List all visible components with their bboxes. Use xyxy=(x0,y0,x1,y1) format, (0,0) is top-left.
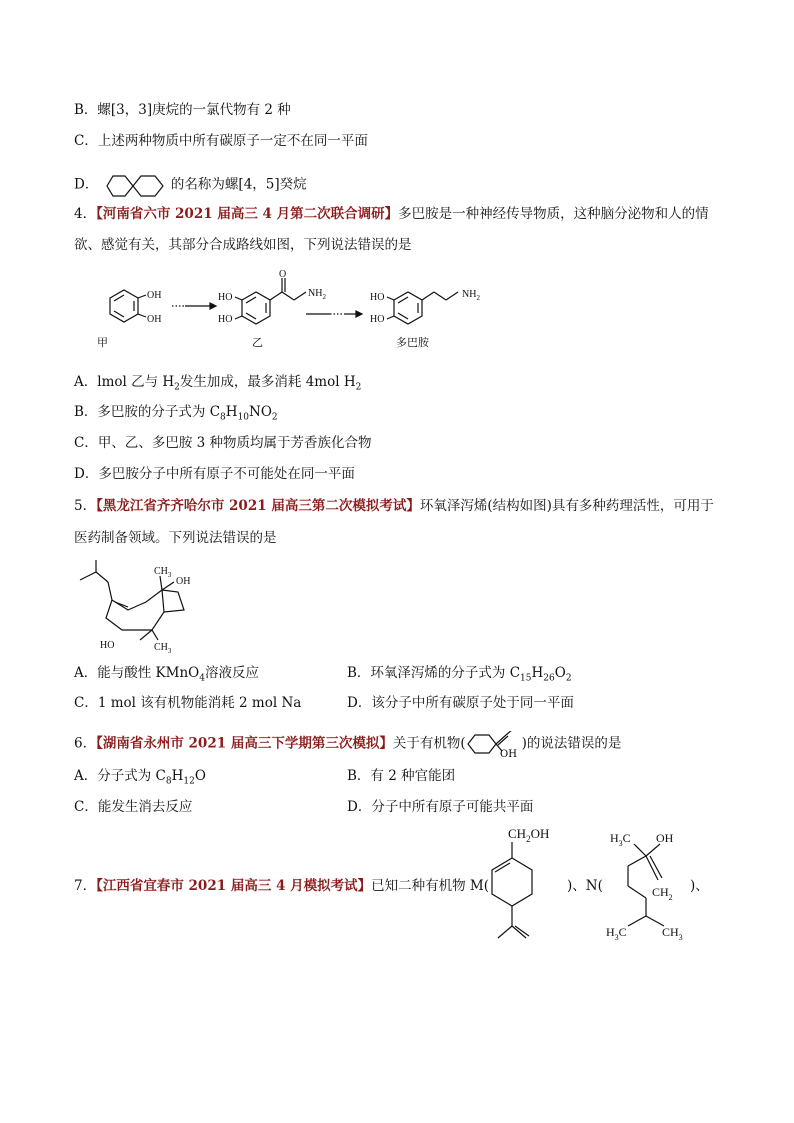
q4-option-b: B．多巴胺的分子式为 $C_8H_{10}NO_2$ xyxy=(74,404,278,423)
q5-stem-line2: 医药制备领域。下列说法错误的是 xyxy=(74,530,277,546)
q7-stem-text: 已知二种有机物 M( xyxy=(371,878,490,894)
q5-option-c: C．1 mol 该有机物能消耗 2 mol Na xyxy=(74,695,302,711)
q6-stem xyxy=(74,731,621,757)
option-c-prev: C．上述两种物质中所有碳原子一定不在同一平面 xyxy=(74,133,368,149)
jia-oh-bottom: OH xyxy=(147,314,162,325)
q6-option-a: A．分子式为 $C_8H_{12}O$ xyxy=(74,768,206,787)
yi-carbonyl-o: O xyxy=(279,270,287,280)
n-oh: OH xyxy=(656,831,674,845)
q5-source: 【黑龙江省齐齐哈尔市 2021 届高三第二次模拟考试】 xyxy=(96,498,420,514)
m-ch2oh: $CH_2OH$ xyxy=(508,826,550,844)
option-d-suffix: 的名称为螺[4，5]癸烷 xyxy=(170,176,307,193)
alismol-oxide-structure xyxy=(66,552,206,657)
q5-option-d: D．该分子中所有碳原子处于同一平面 xyxy=(347,695,574,711)
q6-source: 【湖南省永州市 2021 届高三下学期第三次模拟】 xyxy=(96,735,393,752)
q5-option-b: B．环氧泽泻烯的分子式为 $C_{15}H_{26}O_2$ xyxy=(347,665,572,684)
option-d-prev xyxy=(74,170,307,200)
q6-option-c: C．能发生消去反应 xyxy=(74,799,193,815)
q6-number: 6． xyxy=(74,735,97,752)
dopamine-nh2: $NH_2$ xyxy=(462,289,480,302)
q4-number: 4． xyxy=(74,206,97,222)
dopamine-ho-top: HO xyxy=(370,292,385,303)
q4-option-c: C．甲、乙、多巴胺 3 种物质均属于芳香族化合物 xyxy=(74,435,372,451)
option-b-prev: B．螺[3，3]庚烷的一氯代物有 2 种 xyxy=(74,102,291,118)
q5-option-a: A．能与酸性 KMnO$_4$溶液反应 xyxy=(74,665,259,684)
jia-oh-top: OH xyxy=(147,290,162,301)
spiro-decane-structure xyxy=(103,170,167,200)
q7-source: 【江西省宜春市 2021 届高三 4 月模拟考试】 xyxy=(96,878,372,894)
yi-nh2: $NH_2$ xyxy=(308,288,326,301)
q4-stem-part1: 多巴胺是一种神经传导物质，这种脑分泌物和人的情 xyxy=(398,206,709,222)
q7-mid: )、N( xyxy=(567,878,603,894)
label-yi: 乙 xyxy=(252,337,263,349)
dopamine-synthesis-scheme xyxy=(80,270,510,355)
label-dopamine: 多巴胺 xyxy=(396,337,429,349)
q6-stem-pre: 关于有机物( xyxy=(392,735,466,752)
q7-end: )、 xyxy=(690,878,709,894)
q4-option-a: A．lmol 乙与 $H_2$发生加成，最多消耗 4mol $H_2$ xyxy=(74,374,362,393)
option-d-prefix: D． xyxy=(74,176,99,193)
q4-stem-line1 xyxy=(74,205,709,223)
q4-source: 【河南省六市 2021 届高三 4 月第二次联合调研】 xyxy=(96,206,399,222)
q6-option-d: D．分子中所有原子可能共平面 xyxy=(347,799,534,815)
q5-stem-part1: 环氧泽泻烯(结构如图)具有多种药理活性，可用于 xyxy=(419,498,714,514)
yi-ho-bottom: HO xyxy=(218,314,233,325)
n-h3c-bottom: $H_3C$ xyxy=(606,925,627,942)
ethynylcyclohexanol-structure xyxy=(466,731,522,757)
q4-stem-line2: 欲、感觉有关，其部分合成路线如图，下列说法错误的是 xyxy=(74,237,412,253)
q5-oh-top: OH xyxy=(176,576,191,587)
molecule-m-structure xyxy=(484,822,564,947)
n-ch2: $CH_2$ xyxy=(652,885,673,902)
q4-option-d: D．多巴胺分子中所有原子不可能处在同一平面 xyxy=(74,466,355,482)
dopamine-ho-bottom: HO xyxy=(370,314,385,325)
q6-stem-post: )的说法错误的是 xyxy=(521,735,622,752)
yi-ho-top: HO xyxy=(218,292,233,303)
q7-stem xyxy=(74,877,489,895)
q5-ho-bottom: HO xyxy=(100,640,115,651)
q6-option-b: B．有 2 种官能团 xyxy=(347,768,456,784)
label-jia: 甲 xyxy=(97,337,108,349)
n-h3c-top: $H_3C$ xyxy=(610,831,631,848)
q5-stem-line1 xyxy=(74,497,714,515)
q6-oh: OH xyxy=(499,749,517,757)
q7-number: 7． xyxy=(74,878,97,894)
q5-ch3-top: $CH_3$ xyxy=(154,566,172,579)
n-ch3-bottom: $CH_3$ xyxy=(662,925,683,942)
molecule-n-structure xyxy=(600,822,690,947)
q5-ch3-bottom: $CH_3$ xyxy=(154,642,172,655)
q5-number: 5． xyxy=(74,498,97,514)
